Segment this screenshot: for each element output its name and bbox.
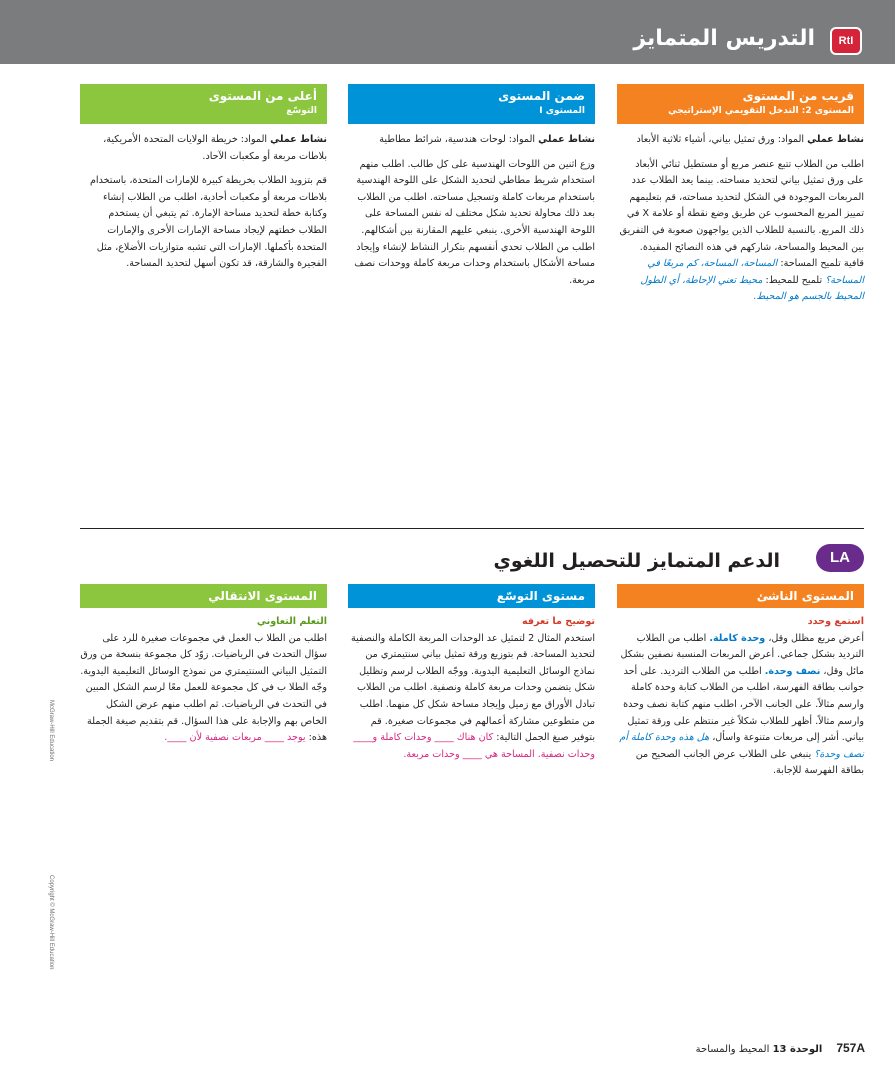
activity-paragraph <box>617 157 864 306</box>
la-section-title: الدعم المتمايز للتحصيل اللغوي <box>493 550 780 572</box>
column-header-emerging: المستوى الناشئ <box>617 584 864 608</box>
text-run: استخدم المثال 2 لتمثيل عد الوحدات المربعة الكاملة والنصفية لتحديد المساحة. قم بتوزيع ورقة تمثيل بياني سنتيمتري من نماذج الوسائل التعليمية اليدوية. ووجّه الطلاب لرسم وتظليل شكل يتضمن وحدات مربعة كاملة ونصفية. اطلب من الطلاب تبادل الأوراق مع زميل وإيجاد مساحة شكل كل منهما. اطلب من متطوعين مشاركة أعمالهم في مجموعات صغيرة. قم بتوفير صيغ الجمل التالية: <box>350 632 595 744</box>
unit-question: هل هذه وحدة كاملة أم نصف وحدة؟ <box>619 732 864 760</box>
activity-materials: المواد: لوحات هندسية، شرائط مطاطية <box>379 134 539 145</box>
column-header-expanding: مستوى التوسّع <box>348 584 595 608</box>
column-title: ضمن المستوى <box>498 89 585 103</box>
text-run: اطلب من الطلاب الترديد. على أحد جوانب بطاقة الفهرسة، اطلب من الطلاب كتابة وحدة كاملة وارسم مثالاً. على الجانب الآخر، اطلب منهم كتابة نصف وحدة وارسم مثالاً. أظهر للطلاب شكلاً غير منتظم على ورقة تمثيل بياني. أشر إلى مربعات متنوعة واسأل، <box>623 665 864 744</box>
activity-materials: المواد: خريطة الولايات المتحدة الأمريكية، بلاطات مربعة أو مكعبات الآحاد. <box>103 134 327 162</box>
paragraph-text <box>617 631 864 780</box>
activity-line <box>348 132 595 149</box>
text-run: ينبغي على الطلاب عرض الجانب الصحيح من بطاقة الفهرسة للإجابة. <box>635 748 864 777</box>
column-body-emerging <box>617 614 864 788</box>
column-body-bridging <box>80 614 327 755</box>
perimeter-rhyme: محيط تعني الإحاطة، أي الطول المحيط بالجسم هو المحيط. <box>640 274 864 303</box>
sentence-frame: يوجد ____ مربعات نصفية لأن ____. <box>164 732 306 744</box>
text-run: أعرض مربع مظلل وقل، <box>765 632 864 644</box>
activity-materials: المواد: ورق تمثيل بياني، أشياء ثلاثية الأبعاد <box>636 134 808 145</box>
activity-line <box>617 132 864 149</box>
column-body-beyond-level <box>80 132 327 281</box>
perimeter-hint-label: تلميح للمحيط: <box>762 274 826 286</box>
header-bar <box>0 0 895 64</box>
column-subtitle: التوسّع <box>286 106 317 116</box>
section-divider <box>80 528 864 529</box>
page-number: 757A <box>836 1041 865 1055</box>
column-body-on-level <box>348 132 595 297</box>
page-footer <box>696 1041 865 1057</box>
section-heading: توضيح ما تعرفه <box>521 616 595 627</box>
half-unit-term: نصف وحدة. <box>764 665 821 677</box>
section-heading: استمع وحدد <box>807 616 864 627</box>
column-header-on-level <box>348 84 595 124</box>
column-header-beyond-level <box>80 84 327 124</box>
activity-label: نشاط عملي <box>270 134 327 145</box>
section-heading: التعلم التعاوني <box>256 616 327 627</box>
la-badge: LA <box>816 544 864 572</box>
footer-unit: الوحدة 13 <box>772 1044 823 1055</box>
text-run: اطلب من الطلا ب العمل في مجموعات صغيرة للرد على سؤال التحدث في الرياضيات. زوّد كل مجموعة بنسخة من ورق التمثيل البياني السنتيمتري من نموذج الوسائل التعليمية اليدوية. وجّه الطلا ب في كل مجموعة للعمل معًا لرسم الشكل المبين في التحدث في الرياضيات. ثم اطلب منهم عرض الشكل الخاص بهم والإجابة على هذا السؤال. قم بتقديم صيغة الجملة هذه: <box>80 632 327 744</box>
column-subtitle: المستوى 2: التدخل التقويمي الإستراتيجي <box>668 106 854 116</box>
column-header-approaching <box>617 84 864 124</box>
paragraph-text: اطلب من الطلاب تتبع عنصر مربع أو مستطيل ثنائي الأبعاد على ورق تمثيل بياني لتحديد مساحته. بينما يعد الطلاب عدد المربعات الموجودة في الشكل لتحديد مساحته، قم بتعليمهم تمييز المربع المحسوب عن طريق وضع نقطة أو علامة X في ذلك المربع. بالنسبة للطلاب الذين يواجهون صعوبة في التفريق بين المحيط والمساحة، شاركهم في هذه النصائح المفيدة. قافية تلميح المساحة: <box>619 158 864 270</box>
paragraph-text: وزع اثنين من اللوحات الهندسية على كل طالب. اطلب منهم استخدام شريط مطاطي لتحديد الشكل على اللوحة الهندسية باستخدام مربعات كاملة وتسجيل مساحته. اطلب من الطلاب بعد ذلك محاولة تحديد شكل مختلف له نفس المساحة على اللوحة الهندسية الأخرى. ينبغي عليهم المقارنة بين أشكالهم. اطلب من الطلاب تحدي أنفسهم بتكرار النشاط لإنشاء وإيجاد مساحة الأشكال باستخدام وحدات مربعة كاملة ووحدات نصف مربعة. <box>354 158 595 286</box>
paragraph-text: قم بتزويد الطلاب بخريطة كبيرة للإمارات المتحدة، باستخدام بلاطات مربعة أو مكعبات أحادية، اطلب من الطلاب إنشاء وكتابة خطة لتحديد مساحة الإمارة. ثم يتبغي أن يستخدم الطلاب خطتهم لإيجاد مساحة الإمارات الأخرى والإمارات المتحدة بأكملها. الإمارات التي تشبه متوازيات الأضلاع، مثل الفجيرة والشارقة، قد تكون أسهل لتحديد المساحة. <box>89 175 327 270</box>
paragraph-text <box>80 631 327 747</box>
activity-line <box>80 132 327 165</box>
area-rhyme: المساحة، المساحة، كم مربعًا في المساحة؟ <box>647 258 864 286</box>
column-title: أعلى من المستوى <box>208 89 317 103</box>
column-title: قريب من المستوى <box>742 89 854 103</box>
side-copyright: Copyright © McGraw-Hill Education <box>48 875 54 970</box>
column-body-expanding <box>348 614 595 771</box>
paragraph-text <box>348 631 595 764</box>
column-subtitle: المستوى I <box>539 106 585 116</box>
activity-label: نشاط عملي <box>807 134 864 145</box>
column-body-approaching <box>617 132 864 314</box>
footer-chapter <box>696 1043 823 1057</box>
whole-unit-term: وحدة كاملة. <box>709 632 766 644</box>
sentence-frame: كان هناك ____ وحدات كاملة و____ وحدات نصفية. المساحة هي ____ وحدات مربعة. <box>353 732 595 760</box>
text-run: اطلب من الطلاب الترديد بشكل جماعي. أعرض المربعات المنسبة نصفين بشكل مائل وقل، <box>620 632 864 677</box>
page-title: التدريس المتمايز <box>633 26 815 51</box>
footer-topic: المحيط والمساحة <box>695 1044 770 1055</box>
rti-badge: RtI <box>830 27 862 55</box>
activity-label: نشاط عملي <box>538 134 595 145</box>
column-header-bridging: المستوى الانتقالي <box>80 584 327 608</box>
side-copyright-upper: McGraw-Hill Education <box>48 700 54 762</box>
